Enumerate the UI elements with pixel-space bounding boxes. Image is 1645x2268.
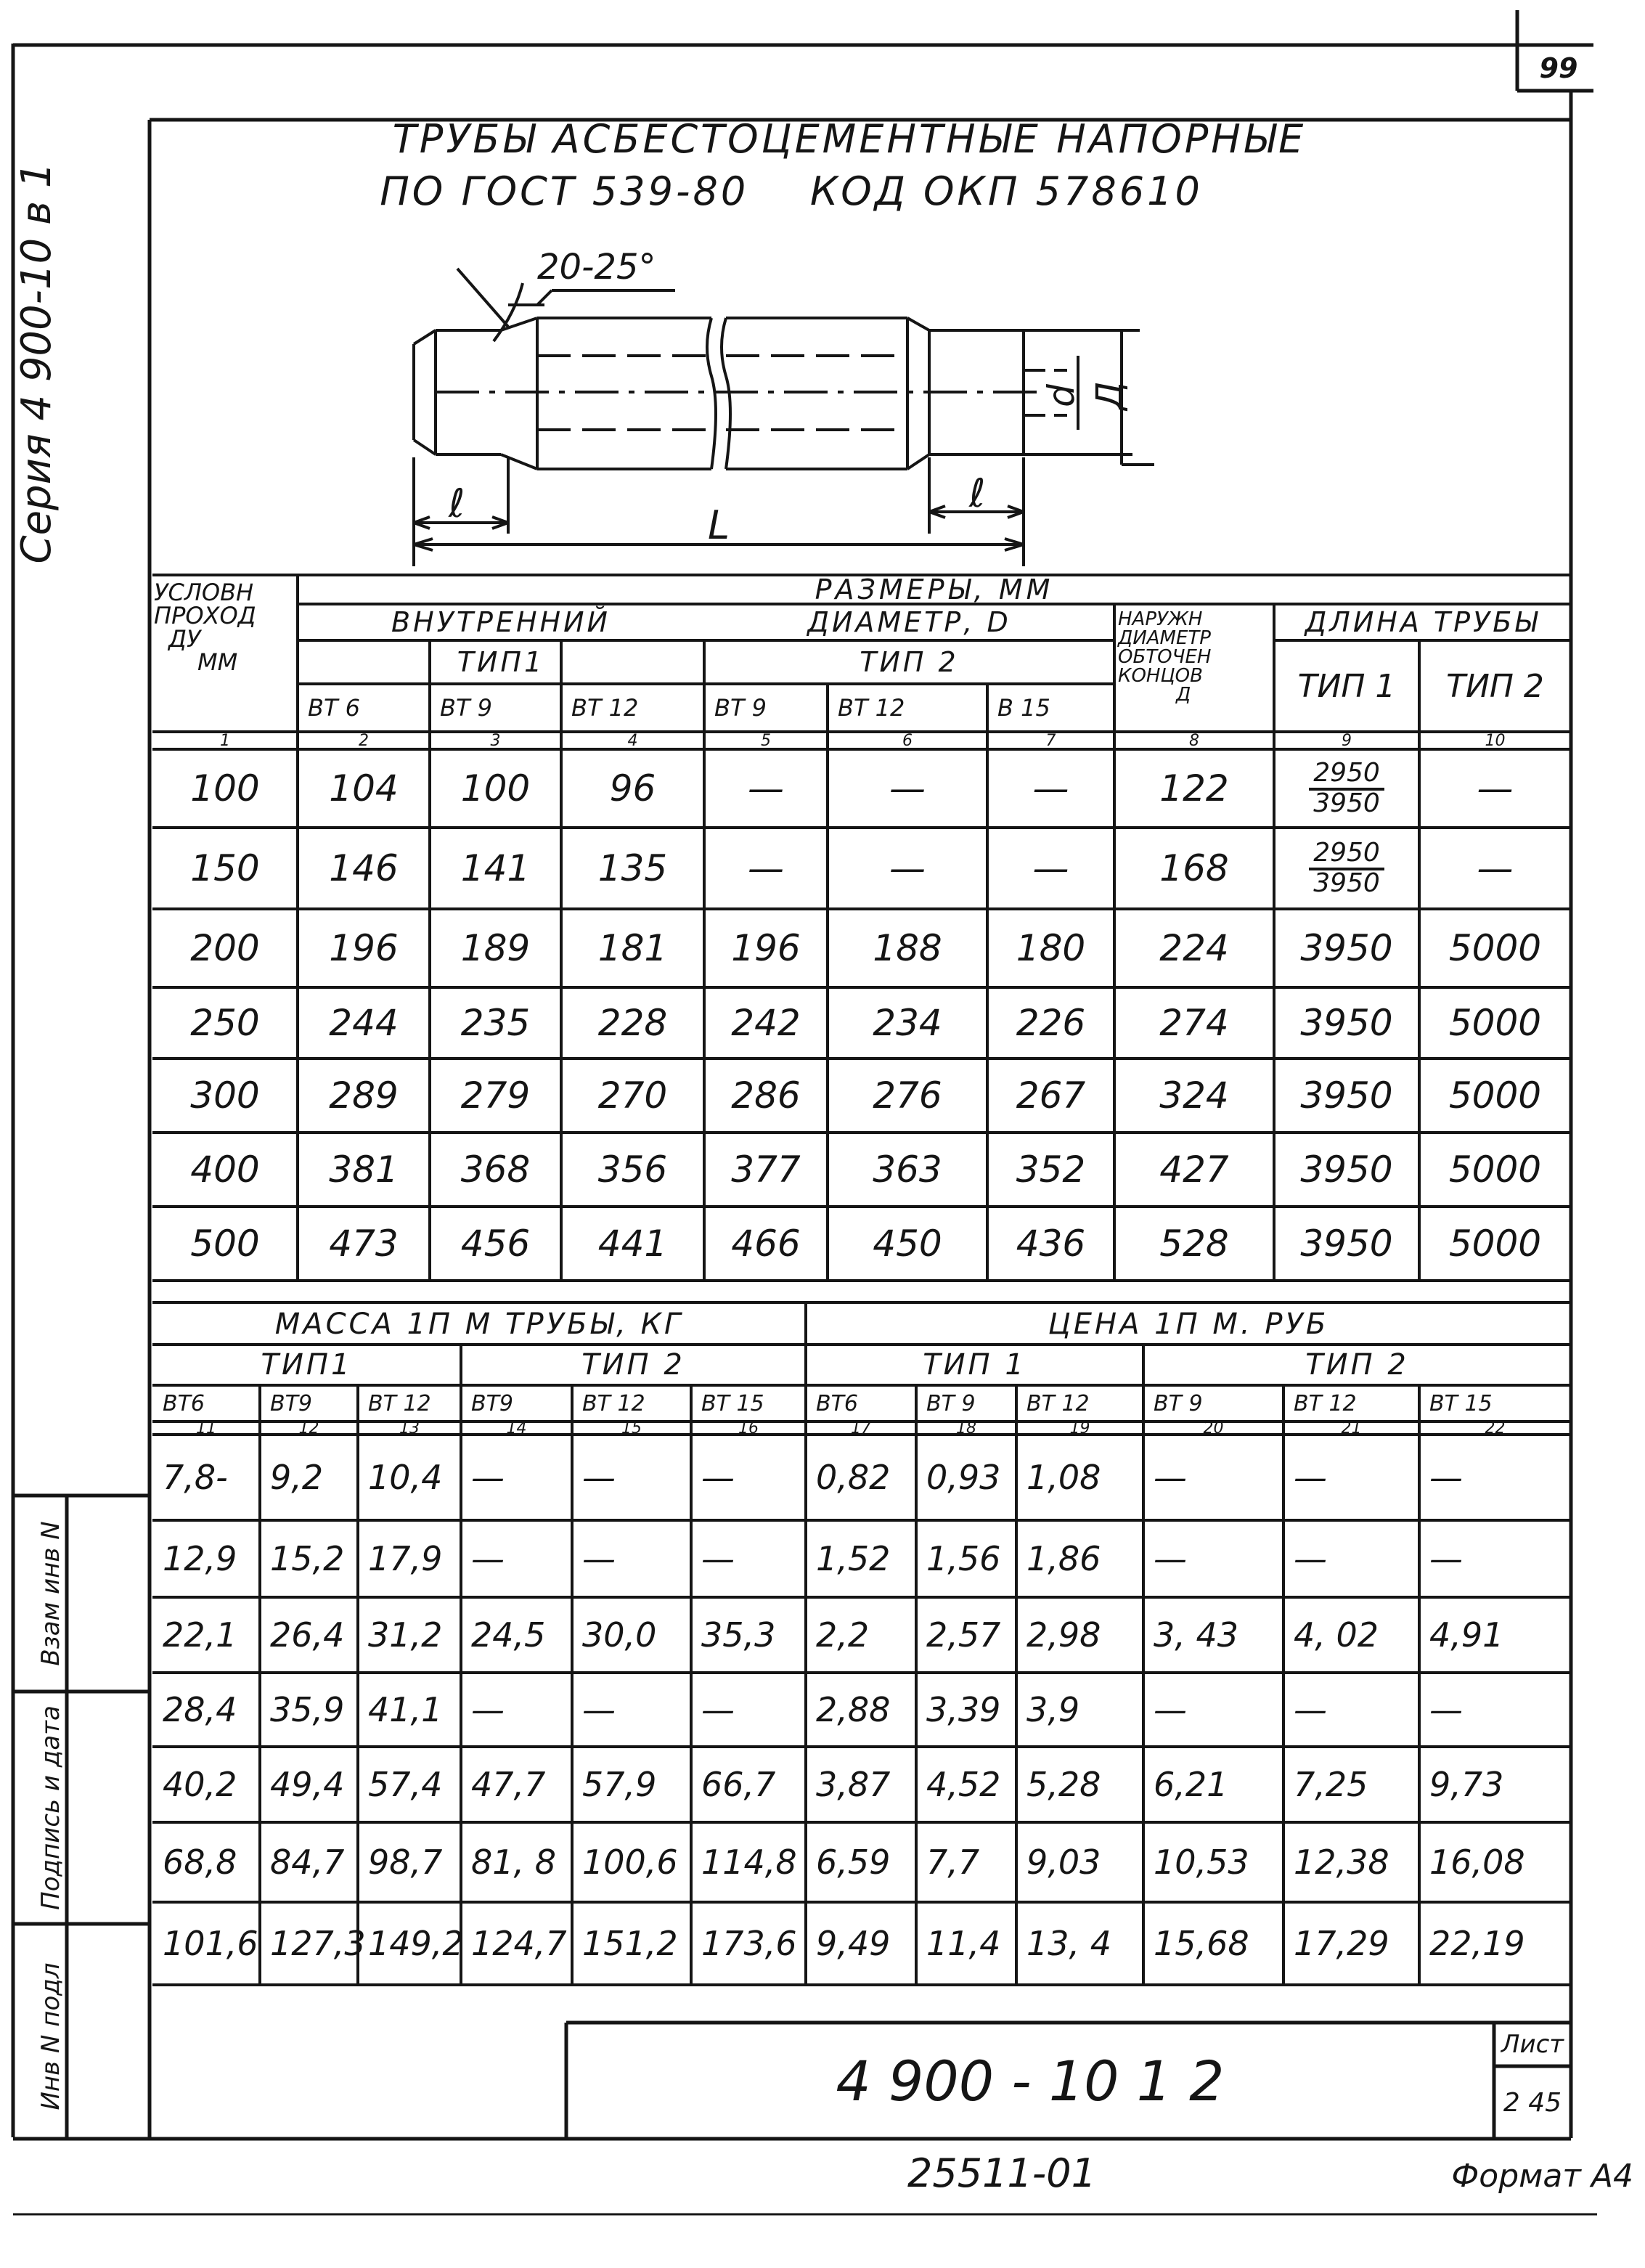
t1-cell: — <box>889 767 926 809</box>
t2-cell: 15,2 <box>270 1539 345 1578</box>
t1-cell: 122 <box>1159 767 1229 809</box>
t2-col-number: 11 <box>196 1419 216 1437</box>
t1-cell: 363 <box>873 1149 942 1191</box>
t2-cell: 10,53 <box>1154 1843 1249 1882</box>
t2-cell: 57,4 <box>368 1765 443 1804</box>
t1-cell: 250 <box>190 1002 260 1044</box>
drawing-dim-l-right: ℓ <box>969 470 986 516</box>
t2-subcol-header: ВТ 9 <box>1154 1390 1203 1416</box>
t2-cell: 124,7 <box>471 1924 567 1963</box>
document-code: 4 900 - 10 1 2 <box>836 2048 1225 2113</box>
t1-col-number: 6 <box>902 731 913 750</box>
t1-col-number: 1 <box>220 731 230 750</box>
pipe-drawing <box>414 269 1154 566</box>
side-series-label: Серия 4 900-10 в 1 <box>12 162 60 564</box>
t1-col-number: 2 <box>359 731 369 750</box>
t2-col-number: 13 <box>399 1419 420 1437</box>
t2-col-number: 17 <box>851 1419 871 1437</box>
t1-cell: 450 <box>873 1223 942 1265</box>
t2-cell: — <box>1294 1690 1327 1729</box>
t2-cell: 2,98 <box>1026 1615 1101 1655</box>
t2-cell: 81, 8 <box>471 1843 557 1882</box>
t1-cell: 5000 <box>1448 1223 1542 1265</box>
t1-cell-numerator: 2950 <box>1309 760 1384 791</box>
t2-col-number: 14 <box>506 1419 527 1437</box>
t2-cell: 3, 43 <box>1154 1615 1239 1655</box>
strip-inv-podl: Инв N подл <box>36 1962 65 2110</box>
t1-cell: 135 <box>597 847 668 889</box>
t1-header-len-t2: ТИП 2 <box>1446 667 1544 705</box>
t2-cell: 10,4 <box>368 1458 443 1497</box>
t1-cell: 196 <box>731 927 801 969</box>
t1-cell: 234 <box>873 1002 942 1044</box>
t2-cell: 4, 02 <box>1294 1615 1379 1655</box>
t2-cell: 9,73 <box>1429 1765 1504 1804</box>
t2-cell: 6,59 <box>816 1843 891 1882</box>
t2-cell: 100,6 <box>582 1843 678 1882</box>
t1-cell: 168 <box>1159 847 1229 889</box>
format-label: Формат А4 <box>1451 2158 1633 2195</box>
bottom-number: 25511-01 <box>907 2150 1096 2196</box>
t1-cell: 368 <box>460 1149 531 1191</box>
t1-cell: 274 <box>1159 1002 1229 1044</box>
t1-header-outer-line: НАРУЖН <box>1118 608 1203 630</box>
t1-header-outer <box>1118 610 1273 704</box>
t2-header-mass: МАССА 1П М ТРУБЫ, КГ <box>274 1308 684 1341</box>
t2-cell: 114,8 <box>701 1843 797 1882</box>
t1-cell: 473 <box>329 1223 399 1265</box>
drawing-dim-d: d <box>1040 384 1082 407</box>
t1-cell: 324 <box>1159 1074 1229 1117</box>
t1-cell: 356 <box>597 1149 668 1191</box>
t1-cell <box>1274 828 1419 909</box>
t2-cell: 13, 4 <box>1026 1924 1112 1963</box>
t1-cell: 286 <box>731 1074 801 1117</box>
t1-cell: 377 <box>731 1149 801 1191</box>
t1-subcol-header: ВТ 12 <box>838 694 905 722</box>
t1-cell: 141 <box>460 847 531 889</box>
t1-cell: 200 <box>190 927 260 969</box>
t1-cell: — <box>889 847 926 889</box>
t2-header-price-t1: ТИП 1 <box>923 1348 1026 1382</box>
t1-subcol-header: ВТ 9 <box>440 694 493 722</box>
t2-cell: 3,87 <box>816 1765 891 1804</box>
t2-cell: 7,8- <box>163 1458 228 1497</box>
t2-cell: 1,86 <box>1026 1539 1101 1578</box>
t2-cell: — <box>1429 1458 1463 1497</box>
t2-cell: 66,7 <box>701 1765 776 1804</box>
t1-cell: — <box>1032 847 1069 889</box>
t2-cell: — <box>582 1690 616 1729</box>
t2-cell: 35,9 <box>270 1690 345 1729</box>
t1-subcol-header: ВТ 6 <box>308 694 361 722</box>
t1-cell: 104 <box>329 767 399 809</box>
t1-cell: 244 <box>329 1002 399 1044</box>
t1-cell: 270 <box>597 1074 668 1117</box>
t1-cell: 224 <box>1159 927 1229 969</box>
t1-col-number: 9 <box>1342 731 1352 750</box>
t2-cell: 17,9 <box>368 1539 443 1578</box>
t2-cell: 26,4 <box>270 1615 345 1655</box>
t2-cell: — <box>701 1690 735 1729</box>
t2-cell: 151,2 <box>582 1924 678 1963</box>
t1-cell: 300 <box>190 1074 260 1117</box>
t2-subcol-header: ВТ 9 <box>926 1390 976 1416</box>
t2-cell: 9,49 <box>816 1924 891 1963</box>
t2-cell: — <box>1154 1539 1187 1578</box>
t1-cell: 3950 <box>1300 1074 1393 1117</box>
t2-cell: 9,03 <box>1026 1843 1101 1882</box>
t2-cell: 22,1 <box>163 1615 237 1655</box>
t2-cell: 0,82 <box>816 1458 891 1497</box>
t2-cell: 16,08 <box>1429 1843 1525 1882</box>
t2-cell: — <box>1429 1539 1463 1578</box>
t2-col-number: 12 <box>298 1419 319 1437</box>
t2-cell: — <box>471 1539 505 1578</box>
t1-col-number: 7 <box>1045 731 1056 750</box>
t1-cell: 100 <box>190 767 260 809</box>
t2-cell: 3,9 <box>1026 1690 1080 1729</box>
t1-cell: 528 <box>1159 1223 1229 1265</box>
page-title-line1: ТРУБЫ АСБЕСТОЦЕМЕНТНЫЕ НАПОРНЫЕ <box>392 116 1307 162</box>
t1-cell-denominator: 3950 <box>1313 868 1380 898</box>
t2-cell: 7,25 <box>1294 1765 1368 1804</box>
t2-subcol-header: ВТ 15 <box>701 1390 764 1416</box>
t2-cell: 35,3 <box>701 1615 776 1655</box>
t2-cell: — <box>1429 1690 1463 1729</box>
t1-col-number: 8 <box>1189 731 1199 750</box>
t1-subcol-header: ВТ 12 <box>571 694 639 722</box>
t2-subcol-header: ВТ 12 <box>582 1390 645 1416</box>
t1-subcol-header: В 15 <box>997 694 1050 722</box>
sheet-label: Лист <box>1501 2030 1564 2059</box>
t2-cell: 173,6 <box>701 1924 797 1963</box>
drawing-dim-l-left: ℓ <box>449 481 465 526</box>
sheet-value: 2 45 <box>1503 2087 1562 2118</box>
t2-header-price-t2: ТИП 2 <box>1305 1348 1409 1382</box>
t2-cell: 12,9 <box>163 1539 237 1578</box>
t1-cell: 181 <box>597 927 668 969</box>
t2-cell: 15,68 <box>1154 1924 1249 1963</box>
t1-header-sizes: РАЗМЕРЫ, ММ <box>815 574 1054 605</box>
drawing-angle-label: 20-25° <box>537 247 656 287</box>
t1-cell: 5000 <box>1448 1002 1542 1044</box>
t2-subcol-header: ВТ 12 <box>1294 1390 1357 1416</box>
t2-subcol-header: ВТ9 <box>471 1390 513 1416</box>
t1-header-cond-line: УСЛОВН <box>154 579 254 606</box>
t2-cell: 6,21 <box>1154 1765 1228 1804</box>
strip-signature-date: Подпись и дата <box>36 1705 65 1910</box>
t2-cell: 28,4 <box>163 1690 237 1729</box>
t1-cell: 100 <box>460 767 531 809</box>
t1-header-len-t1: ТИП 1 <box>1297 667 1396 705</box>
t1-cell: 5000 <box>1448 1074 1542 1117</box>
t1-cell: 466 <box>731 1223 801 1265</box>
t2-cell: 31,2 <box>368 1615 443 1655</box>
t1-cell: 427 <box>1159 1149 1229 1191</box>
t1-cell-numerator: 2950 <box>1309 840 1384 870</box>
t1-col-number: 3 <box>490 731 501 750</box>
t2-cell: — <box>1294 1539 1327 1578</box>
t2-cell: 4,91 <box>1429 1615 1504 1655</box>
t2-col-number: 19 <box>1069 1419 1090 1437</box>
t1-cell: 352 <box>1016 1149 1086 1191</box>
t2-subcol-header: ВТ9 <box>270 1390 312 1416</box>
t1-header-cond-line: ММ <box>197 648 238 676</box>
t1-cell: 226 <box>1016 1002 1086 1044</box>
t2-cell: 47,7 <box>471 1765 546 1804</box>
t2-cell: — <box>1154 1458 1187 1497</box>
strip-vzam-inv: Взам инв N <box>36 1521 65 1666</box>
t2-cell: 127,3 <box>270 1924 366 1963</box>
t2-cell: 3,39 <box>926 1690 1001 1729</box>
t1-header-type2: ТИП 2 <box>860 646 959 678</box>
t2-cell: — <box>582 1539 616 1578</box>
t2-subcol-header: ВТ 12 <box>368 1390 431 1416</box>
t2-header-mass-t1: ТИП1 <box>261 1348 353 1382</box>
t2-cell: 84,7 <box>270 1843 345 1882</box>
t2-cell: 30,0 <box>582 1615 657 1655</box>
t1-cell: — <box>1477 847 1514 889</box>
t2-cell: 0,93 <box>926 1458 1001 1497</box>
t1-cell: 150 <box>190 847 260 889</box>
t1-header-diam: ДИАМЕТР, D <box>807 606 1011 638</box>
t1-header-outer-line: КОНЦОВ <box>1118 665 1203 687</box>
t2-col-number: 21 <box>1341 1419 1362 1437</box>
t2-cell: — <box>471 1458 505 1497</box>
t1-cell: 3950 <box>1300 1223 1393 1265</box>
t1-header-cond-line: ПРОХОД <box>154 602 256 629</box>
t2-cell: 49,4 <box>270 1765 345 1804</box>
t2-header-mass-t2: ТИП 2 <box>581 1348 685 1382</box>
t1-header-inner: ВНУТРЕННИЙ <box>391 606 611 638</box>
t1-cell: 188 <box>873 927 942 969</box>
t1-subcol-header: ВТ 9 <box>714 694 767 722</box>
sheet-number: 99 <box>1539 52 1578 84</box>
t1-cell: 235 <box>460 1002 531 1044</box>
t2-subcol-header: ВТ6 <box>163 1390 205 1416</box>
t2-cell: 5,28 <box>1026 1765 1101 1804</box>
t2-col-number: 22 <box>1485 1419 1506 1437</box>
t1-header-outer-line: ОБТОЧЕН <box>1118 646 1212 668</box>
t2-cell: — <box>582 1458 616 1497</box>
t1-cell: 456 <box>460 1223 531 1265</box>
t2-cell: 57,9 <box>582 1765 657 1804</box>
t1-cell: 196 <box>329 927 399 969</box>
t2-cell: 1,56 <box>926 1539 1001 1578</box>
t1-cell: — <box>1032 767 1069 809</box>
t1-header-cond <box>154 581 296 674</box>
t1-header-cond-line: ДУ <box>168 625 201 653</box>
t2-cell: 24,5 <box>471 1615 546 1655</box>
t2-cell: 149,2 <box>368 1924 464 1963</box>
t1-cell: 5000 <box>1448 1149 1542 1191</box>
t2-col-number: 18 <box>956 1419 976 1437</box>
t2-cell: 2,2 <box>816 1615 870 1655</box>
t1-cell: 180 <box>1016 927 1086 969</box>
t2-subcol-header: ВТ 12 <box>1026 1390 1090 1416</box>
t1-cell: 3950 <box>1300 927 1393 969</box>
t1-cell: 500 <box>190 1223 260 1265</box>
t1-col-number: 10 <box>1485 731 1506 750</box>
t1-cell: 96 <box>609 767 656 809</box>
t1-header-outer-line: Д <box>1176 684 1191 706</box>
t1-header-length: ДЛИНА ТРУБЫ <box>1305 606 1540 638</box>
t1-cell: 3950 <box>1300 1149 1393 1191</box>
page-title-line2: ПО ГОСТ 539-80 КОД ОКП 578610 <box>380 168 1203 214</box>
t2-cell: 9,2 <box>270 1458 324 1497</box>
t2-cell: 68,8 <box>163 1843 237 1882</box>
t1-cell: 5000 <box>1448 927 1542 969</box>
t2-col-number: 20 <box>1203 1419 1224 1437</box>
t1-cell: 441 <box>597 1223 668 1265</box>
t2-col-number: 16 <box>738 1419 759 1437</box>
t1-cell: 228 <box>597 1002 668 1044</box>
t2-cell: 98,7 <box>368 1843 443 1882</box>
t1-cell: 3950 <box>1300 1002 1393 1044</box>
t2-cell: 2,57 <box>926 1615 1001 1655</box>
t2-col-number: 15 <box>621 1419 642 1437</box>
t2-cell: — <box>471 1690 505 1729</box>
t2-cell: 7,7 <box>926 1843 980 1882</box>
t2-cell: 12,38 <box>1294 1843 1389 1882</box>
t1-cell: 279 <box>460 1074 531 1117</box>
t1-header-outer-line: ДИАМЕТР <box>1118 627 1211 649</box>
t1-col-number: 4 <box>627 731 638 750</box>
t1-cell: 189 <box>460 927 531 969</box>
t1-cell: 267 <box>1016 1074 1086 1117</box>
t2-subcol-header: ВТ6 <box>816 1390 858 1416</box>
t1-cell: 242 <box>731 1002 801 1044</box>
t2-cell: — <box>701 1458 735 1497</box>
t2-cell: 1,08 <box>1026 1458 1101 1497</box>
t2-subcol-header: ВТ 15 <box>1429 1390 1493 1416</box>
t2-cell: 101,6 <box>163 1924 258 1963</box>
t1-cell: 381 <box>329 1149 399 1191</box>
t2-cell: 11,4 <box>926 1924 1001 1963</box>
t1-cell: 276 <box>873 1074 942 1117</box>
t1-col-number: 5 <box>761 731 771 750</box>
drawing-dim-D: Д <box>1088 381 1130 410</box>
t2-cell: 1,52 <box>816 1539 891 1578</box>
t1-cell: 400 <box>190 1149 260 1191</box>
t1-header-type1: ТИП1 <box>457 646 545 678</box>
t1-cell: — <box>748 847 784 889</box>
t1-cell: — <box>748 767 784 809</box>
t2-cell: 17,29 <box>1294 1924 1389 1963</box>
t2-cell: 41,1 <box>368 1690 443 1729</box>
t2-cell: — <box>1294 1458 1327 1497</box>
t1-cell-denominator: 3950 <box>1313 788 1380 818</box>
t2-cell: — <box>1154 1690 1187 1729</box>
t2-cell: 40,2 <box>163 1765 237 1804</box>
t2-cell: 4,52 <box>926 1765 1001 1804</box>
t2-cell: 2,88 <box>816 1690 891 1729</box>
t2-cell: 22,19 <box>1429 1924 1525 1963</box>
t1-cell: 289 <box>329 1074 399 1117</box>
t2-header-price: ЦЕНА 1П М. РУБ <box>1048 1308 1329 1341</box>
t1-cell: — <box>1477 767 1514 809</box>
t2-cell: — <box>701 1539 735 1578</box>
t1-cell: 146 <box>329 847 399 889</box>
t1-cell <box>1274 749 1419 828</box>
drawing-dim-L: L <box>708 502 730 548</box>
t1-cell: 436 <box>1016 1223 1086 1265</box>
